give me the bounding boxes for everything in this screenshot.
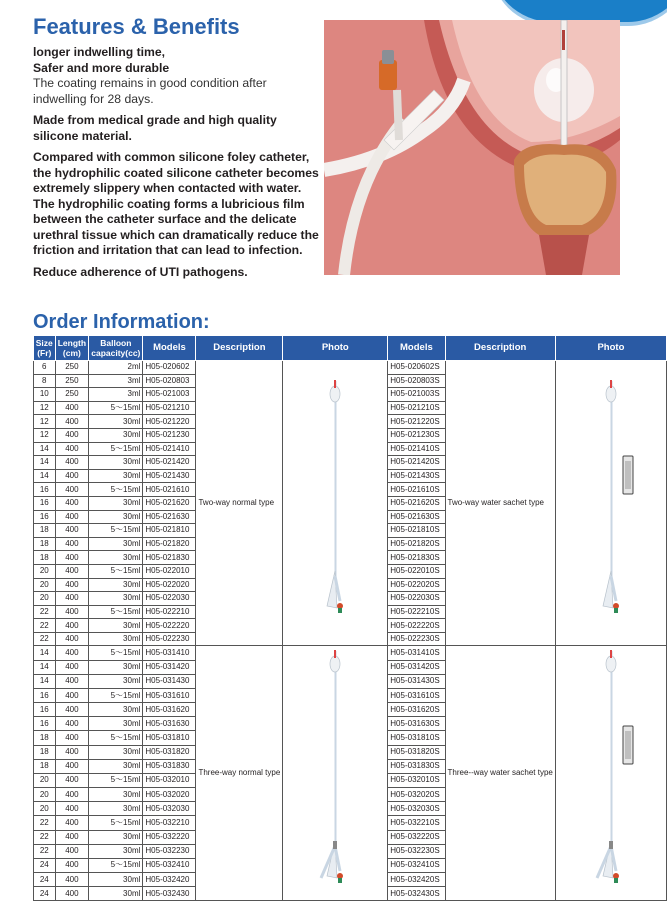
- size-cell: 20: [34, 578, 56, 592]
- size-cell: 14: [34, 469, 56, 483]
- size-cell: 20: [34, 773, 56, 787]
- catheter-balloon: [606, 656, 616, 672]
- feature-material: [33, 113, 323, 144]
- model-cell-2: H05-031830S: [388, 759, 445, 773]
- model-cell-2: H05-022030S: [388, 592, 445, 606]
- size-cell: 18: [34, 759, 56, 773]
- length-cell: 400: [55, 703, 89, 717]
- balloon-cell: 5～15ml: [89, 816, 143, 830]
- header-description: Description: [196, 336, 283, 361]
- model-cell: H05-022210: [143, 605, 196, 619]
- length-cell: 400: [55, 745, 89, 759]
- catheter-balloon: [606, 386, 616, 402]
- model-cell: H05-022020: [143, 578, 196, 592]
- length-cell: 400: [55, 442, 89, 456]
- balloon-cell: 5～15ml: [89, 646, 143, 660]
- length-cell: 250: [55, 361, 89, 375]
- two-way-catheter-photo: [561, 376, 661, 626]
- size-cell: 20: [34, 788, 56, 802]
- size-cell: 18: [34, 731, 56, 745]
- catheter-balloon: [330, 656, 340, 672]
- catheter-valve: [379, 60, 397, 90]
- length-cell: 400: [55, 605, 89, 619]
- water-sachet-inner: [625, 731, 631, 759]
- model-cell: H05-032430: [143, 887, 196, 901]
- model-cell: H05-032030: [143, 802, 196, 816]
- balloon-cell: 5～15ml: [89, 688, 143, 702]
- size-cell: 16: [34, 510, 56, 524]
- length-cell: 400: [55, 646, 89, 660]
- model-cell-2: H05-021810S: [388, 524, 445, 538]
- balloon-cell: 5～15ml: [89, 483, 143, 497]
- balloon-cell: 30ml: [89, 415, 143, 429]
- model-cell: H05-021220: [143, 415, 196, 429]
- model-cell: H05-032010: [143, 773, 196, 787]
- two-way-catheter-photo: [285, 376, 385, 626]
- balloon-cell: 30ml: [89, 660, 143, 674]
- length-cell: 400: [55, 401, 89, 415]
- model-cell: H05-031820: [143, 745, 196, 759]
- length-cell: 400: [55, 483, 89, 497]
- catheter-valve-cap: [614, 608, 618, 613]
- prostate-inner: [524, 154, 606, 225]
- size-cell: 22: [34, 619, 56, 633]
- description-cell: Three-way normal type: [196, 646, 283, 901]
- balloon-cell: 30ml: [89, 745, 143, 759]
- model-cell: H05-031810: [143, 731, 196, 745]
- balloon-cell: 5～15ml: [89, 564, 143, 578]
- balloon-cell: 30ml: [89, 537, 143, 551]
- model-cell-2: H05-021003S: [388, 388, 445, 402]
- model-cell-2: H05-022010S: [388, 564, 445, 578]
- balloon-cell: 30ml: [89, 496, 143, 510]
- urethra: [539, 235, 589, 275]
- length-cell: 400: [55, 788, 89, 802]
- header-models: Models: [143, 336, 196, 361]
- photo-cell-2: [555, 646, 666, 901]
- model-cell-2: H05-021620S: [388, 496, 445, 510]
- model-cell-2: H05-021410S: [388, 442, 445, 456]
- photo-cell: [283, 361, 388, 646]
- size-cell: 12: [34, 428, 56, 442]
- order-title: Order Information:: [33, 311, 210, 333]
- model-cell: H05-032020: [143, 788, 196, 802]
- model-cell-2: H05-021430S: [388, 469, 445, 483]
- catheter-tip-mark: [562, 30, 565, 50]
- model-cell-2: H05-021210S: [388, 401, 445, 415]
- model-cell-2: H05-032220S: [388, 830, 445, 844]
- feature-material-text: Made from medical grade and high quality silicone material.: [33, 113, 277, 143]
- description-cell-2: Two-way water sachet type: [445, 361, 555, 646]
- balloon-cell: 30ml: [89, 759, 143, 773]
- size-cell: 20: [34, 802, 56, 816]
- model-cell-2: H05-020803S: [388, 374, 445, 388]
- balloon-cell: 30ml: [89, 428, 143, 442]
- balloon-cell: 30ml: [89, 592, 143, 606]
- model-cell: H05-021410: [143, 442, 196, 456]
- model-cell-2: H05-022230S: [388, 632, 445, 646]
- table-row: [34, 361, 667, 375]
- model-cell: H05-020602: [143, 361, 196, 375]
- model-cell-2: H05-031610S: [388, 688, 445, 702]
- size-cell: 12: [34, 415, 56, 429]
- length-cell: 400: [55, 858, 89, 872]
- length-cell: 400: [55, 773, 89, 787]
- balloon-cell: 5～15ml: [89, 401, 143, 415]
- model-cell-2: H05-032030S: [388, 802, 445, 816]
- length-cell: 400: [55, 731, 89, 745]
- model-cell: H05-032420: [143, 872, 196, 886]
- size-cell: 24: [34, 887, 56, 901]
- header-size: Size (Fr): [34, 336, 56, 361]
- photo-cell: [283, 646, 388, 901]
- length-cell: 400: [55, 872, 89, 886]
- balloon-cell: 5～15ml: [89, 731, 143, 745]
- model-cell-2: H05-022220S: [388, 619, 445, 633]
- size-cell: 18: [34, 524, 56, 538]
- model-cell: H05-021230: [143, 428, 196, 442]
- model-cell: H05-031620: [143, 703, 196, 717]
- model-cell: H05-032210: [143, 816, 196, 830]
- model-cell-2: H05-032010S: [388, 773, 445, 787]
- length-cell: 400: [55, 844, 89, 858]
- model-cell: H05-032230: [143, 844, 196, 858]
- model-cell-2: H05-031430S: [388, 674, 445, 688]
- features-list: [33, 45, 323, 286]
- anatomy-illustration: [324, 20, 620, 275]
- model-cell: H05-031430: [143, 674, 196, 688]
- catheter-tip-mark: [610, 650, 612, 658]
- size-cell: 24: [34, 872, 56, 886]
- model-cell: H05-031410: [143, 646, 196, 660]
- corner-decoration: [490, 0, 667, 22]
- balloon-cell: 30ml: [89, 872, 143, 886]
- model-cell-2: H05-022020S: [388, 578, 445, 592]
- balloon-cell: 30ml: [89, 717, 143, 731]
- model-cell-2: H05-021610S: [388, 483, 445, 497]
- size-cell: 10: [34, 388, 56, 402]
- size-cell: 16: [34, 483, 56, 497]
- length-cell: 400: [55, 619, 89, 633]
- balloon-cell: 30ml: [89, 619, 143, 633]
- header-models-2: Models: [388, 336, 445, 361]
- length-cell: 400: [55, 660, 89, 674]
- model-cell: H05-021620: [143, 496, 196, 510]
- balloon-cell: 5～15ml: [89, 524, 143, 538]
- model-cell: H05-021630: [143, 510, 196, 524]
- model-cell-2: H05-031630S: [388, 717, 445, 731]
- three-way-catheter-photo: [561, 646, 661, 896]
- size-cell: 18: [34, 537, 56, 551]
- balloon-cell: 30ml: [89, 632, 143, 646]
- length-cell: 400: [55, 496, 89, 510]
- model-cell-2: H05-032430S: [388, 887, 445, 901]
- model-cell: H05-031830: [143, 759, 196, 773]
- balloon-cell: 5～15ml: [89, 858, 143, 872]
- length-cell: 400: [55, 887, 89, 901]
- model-cell-2: H05-032410S: [388, 858, 445, 872]
- balloon-cell: 30ml: [89, 830, 143, 844]
- catheter-branch: [397, 90, 399, 140]
- table-row: [34, 646, 667, 660]
- balloon-cell: 30ml: [89, 551, 143, 565]
- model-cell-2: H05-031620S: [388, 703, 445, 717]
- catheter-valve-cap: [614, 878, 618, 883]
- model-cell: H05-021820: [143, 537, 196, 551]
- size-cell: 12: [34, 401, 56, 415]
- model-cell-2: H05-021420S: [388, 456, 445, 470]
- model-cell-2: H05-021630S: [388, 510, 445, 524]
- balloon-cell: 30ml: [89, 802, 143, 816]
- size-cell: 22: [34, 605, 56, 619]
- size-cell: 20: [34, 564, 56, 578]
- size-cell: 22: [34, 632, 56, 646]
- water-sachet-inner: [625, 461, 631, 489]
- size-cell: 6: [34, 361, 56, 375]
- model-cell-2: H05-032020S: [388, 788, 445, 802]
- length-cell: 400: [55, 510, 89, 524]
- order-table: [33, 335, 667, 901]
- model-cell: H05-022010: [143, 564, 196, 578]
- balloon-cell: 30ml: [89, 887, 143, 901]
- balloon-cell: 3ml: [89, 374, 143, 388]
- size-cell: 16: [34, 703, 56, 717]
- model-cell-2: H05-032230S: [388, 844, 445, 858]
- model-cell-2: H05-031820S: [388, 745, 445, 759]
- length-cell: 400: [55, 688, 89, 702]
- model-cell-2: H05-032420S: [388, 872, 445, 886]
- balloon-cell: 30ml: [89, 703, 143, 717]
- length-cell: 400: [55, 551, 89, 565]
- feature-durability-line1: longer indwelling time,: [33, 45, 166, 59]
- model-cell-2: H05-021820S: [388, 537, 445, 551]
- feature-coating: [33, 150, 323, 259]
- size-cell: 16: [34, 688, 56, 702]
- model-cell-2: H05-031410S: [388, 646, 445, 660]
- header-description-2: Description: [445, 336, 555, 361]
- size-cell: 22: [34, 816, 56, 830]
- feature-coating-text: Compared with common silicone foley catheter, the hydrophilic coated silicone catheter becomes extremely slippery when contacted with water. The hydrophilic coating forms a lubricious film between the catheter surface and the delicate urethral tissue which can dramatically reduce the friction and irritation that can lead to infection.: [33, 150, 319, 257]
- feature-uti-text: Reduce adherence of UTI pathogens.: [33, 264, 248, 279]
- catheter-valve-cap: [382, 50, 394, 64]
- header-photo: Photo: [283, 336, 388, 361]
- model-cell: H05-021830: [143, 551, 196, 565]
- size-cell: 20: [34, 592, 56, 606]
- model-cell: H05-022220: [143, 619, 196, 633]
- catheter-valve-cap: [338, 878, 342, 883]
- photo-cell-2: [555, 361, 666, 646]
- description-cell: Two-way normal type: [196, 361, 283, 646]
- length-cell: 400: [55, 456, 89, 470]
- model-cell-2: H05-032210S: [388, 816, 445, 830]
- size-cell: 14: [34, 646, 56, 660]
- model-cell-2: H05-031420S: [388, 660, 445, 674]
- model-cell-2: H05-022210S: [388, 605, 445, 619]
- catheter-hub: [333, 841, 337, 849]
- length-cell: 400: [55, 632, 89, 646]
- length-cell: 400: [55, 564, 89, 578]
- length-cell: 400: [55, 717, 89, 731]
- size-cell: 18: [34, 745, 56, 759]
- size-cell: 22: [34, 830, 56, 844]
- balloon-cell: 30ml: [89, 510, 143, 524]
- three-way-catheter-photo: [285, 646, 385, 896]
- size-cell: 24: [34, 858, 56, 872]
- length-cell: 250: [55, 388, 89, 402]
- size-cell: 8: [34, 374, 56, 388]
- balloon-cell: 30ml: [89, 674, 143, 688]
- catheter-tip-mark: [334, 650, 336, 658]
- balloon-cell: 5～15ml: [89, 773, 143, 787]
- length-cell: 250: [55, 374, 89, 388]
- size-cell: 22: [34, 844, 56, 858]
- feature-durability-line2: Safer and more durable: [33, 60, 170, 75]
- model-cell: H05-031630: [143, 717, 196, 731]
- balloon-cell: 30ml: [89, 788, 143, 802]
- model-cell: H05-031420: [143, 660, 196, 674]
- catheter-valve-cap: [338, 608, 342, 613]
- length-cell: 400: [55, 415, 89, 429]
- model-cell: H05-021420: [143, 456, 196, 470]
- length-cell: 400: [55, 830, 89, 844]
- length-cell: 400: [55, 578, 89, 592]
- size-cell: 16: [34, 496, 56, 510]
- size-cell: 18: [34, 551, 56, 565]
- header-photo-2: Photo: [555, 336, 666, 361]
- size-cell: 14: [34, 456, 56, 470]
- catheter-balloon: [330, 386, 340, 402]
- feature-durability: [33, 45, 323, 107]
- model-cell: H05-031610: [143, 688, 196, 702]
- length-cell: 400: [55, 524, 89, 538]
- model-cell: H05-021210: [143, 401, 196, 415]
- length-cell: 400: [55, 469, 89, 483]
- feature-uti: [33, 265, 323, 281]
- header-balloon: Balloon capacity(cc): [89, 336, 143, 361]
- length-cell: 400: [55, 816, 89, 830]
- feature-durability-text: The coating remains in good condition after indwelling for 28 days.: [33, 76, 267, 106]
- length-cell: 400: [55, 537, 89, 551]
- length-cell: 400: [55, 802, 89, 816]
- length-cell: 400: [55, 674, 89, 688]
- balloon-cell: 30ml: [89, 578, 143, 592]
- model-cell-2: H05-021830S: [388, 551, 445, 565]
- description-cell-2: Three--way water sachet type: [445, 646, 555, 901]
- model-cell-2: H05-021220S: [388, 415, 445, 429]
- model-cell: H05-020803: [143, 374, 196, 388]
- size-cell: 14: [34, 674, 56, 688]
- length-cell: 400: [55, 428, 89, 442]
- model-cell: H05-021610: [143, 483, 196, 497]
- balloon-cell: 30ml: [89, 456, 143, 470]
- balloon-cell: 2ml: [89, 361, 143, 375]
- model-cell: H05-021810: [143, 524, 196, 538]
- catheter-hub: [609, 841, 613, 849]
- model-cell-2: H05-021230S: [388, 428, 445, 442]
- model-cell: H05-032220: [143, 830, 196, 844]
- catheter-tip-mark: [610, 380, 612, 388]
- model-cell: H05-021430: [143, 469, 196, 483]
- model-cell: H05-021003: [143, 388, 196, 402]
- size-cell: 14: [34, 442, 56, 456]
- model-cell: H05-022030: [143, 592, 196, 606]
- size-cell: 14: [34, 660, 56, 674]
- balloon-cell: 30ml: [89, 469, 143, 483]
- header-length: Length (cm): [55, 336, 89, 361]
- size-cell: 16: [34, 717, 56, 731]
- table-header-row: [34, 336, 667, 361]
- length-cell: 400: [55, 592, 89, 606]
- balloon-cell: 30ml: [89, 844, 143, 858]
- catheter-tip-mark: [334, 380, 336, 388]
- model-cell-2: H05-020602S: [388, 361, 445, 375]
- length-cell: 400: [55, 759, 89, 773]
- balloon-cell: 3ml: [89, 388, 143, 402]
- model-cell: H05-022230: [143, 632, 196, 646]
- balloon-cell: 5～15ml: [89, 442, 143, 456]
- balloon-cell: 5～15ml: [89, 605, 143, 619]
- features-title: Features & Benefits: [33, 14, 240, 39]
- model-cell-2: H05-031810S: [388, 731, 445, 745]
- model-cell: H05-032410: [143, 858, 196, 872]
